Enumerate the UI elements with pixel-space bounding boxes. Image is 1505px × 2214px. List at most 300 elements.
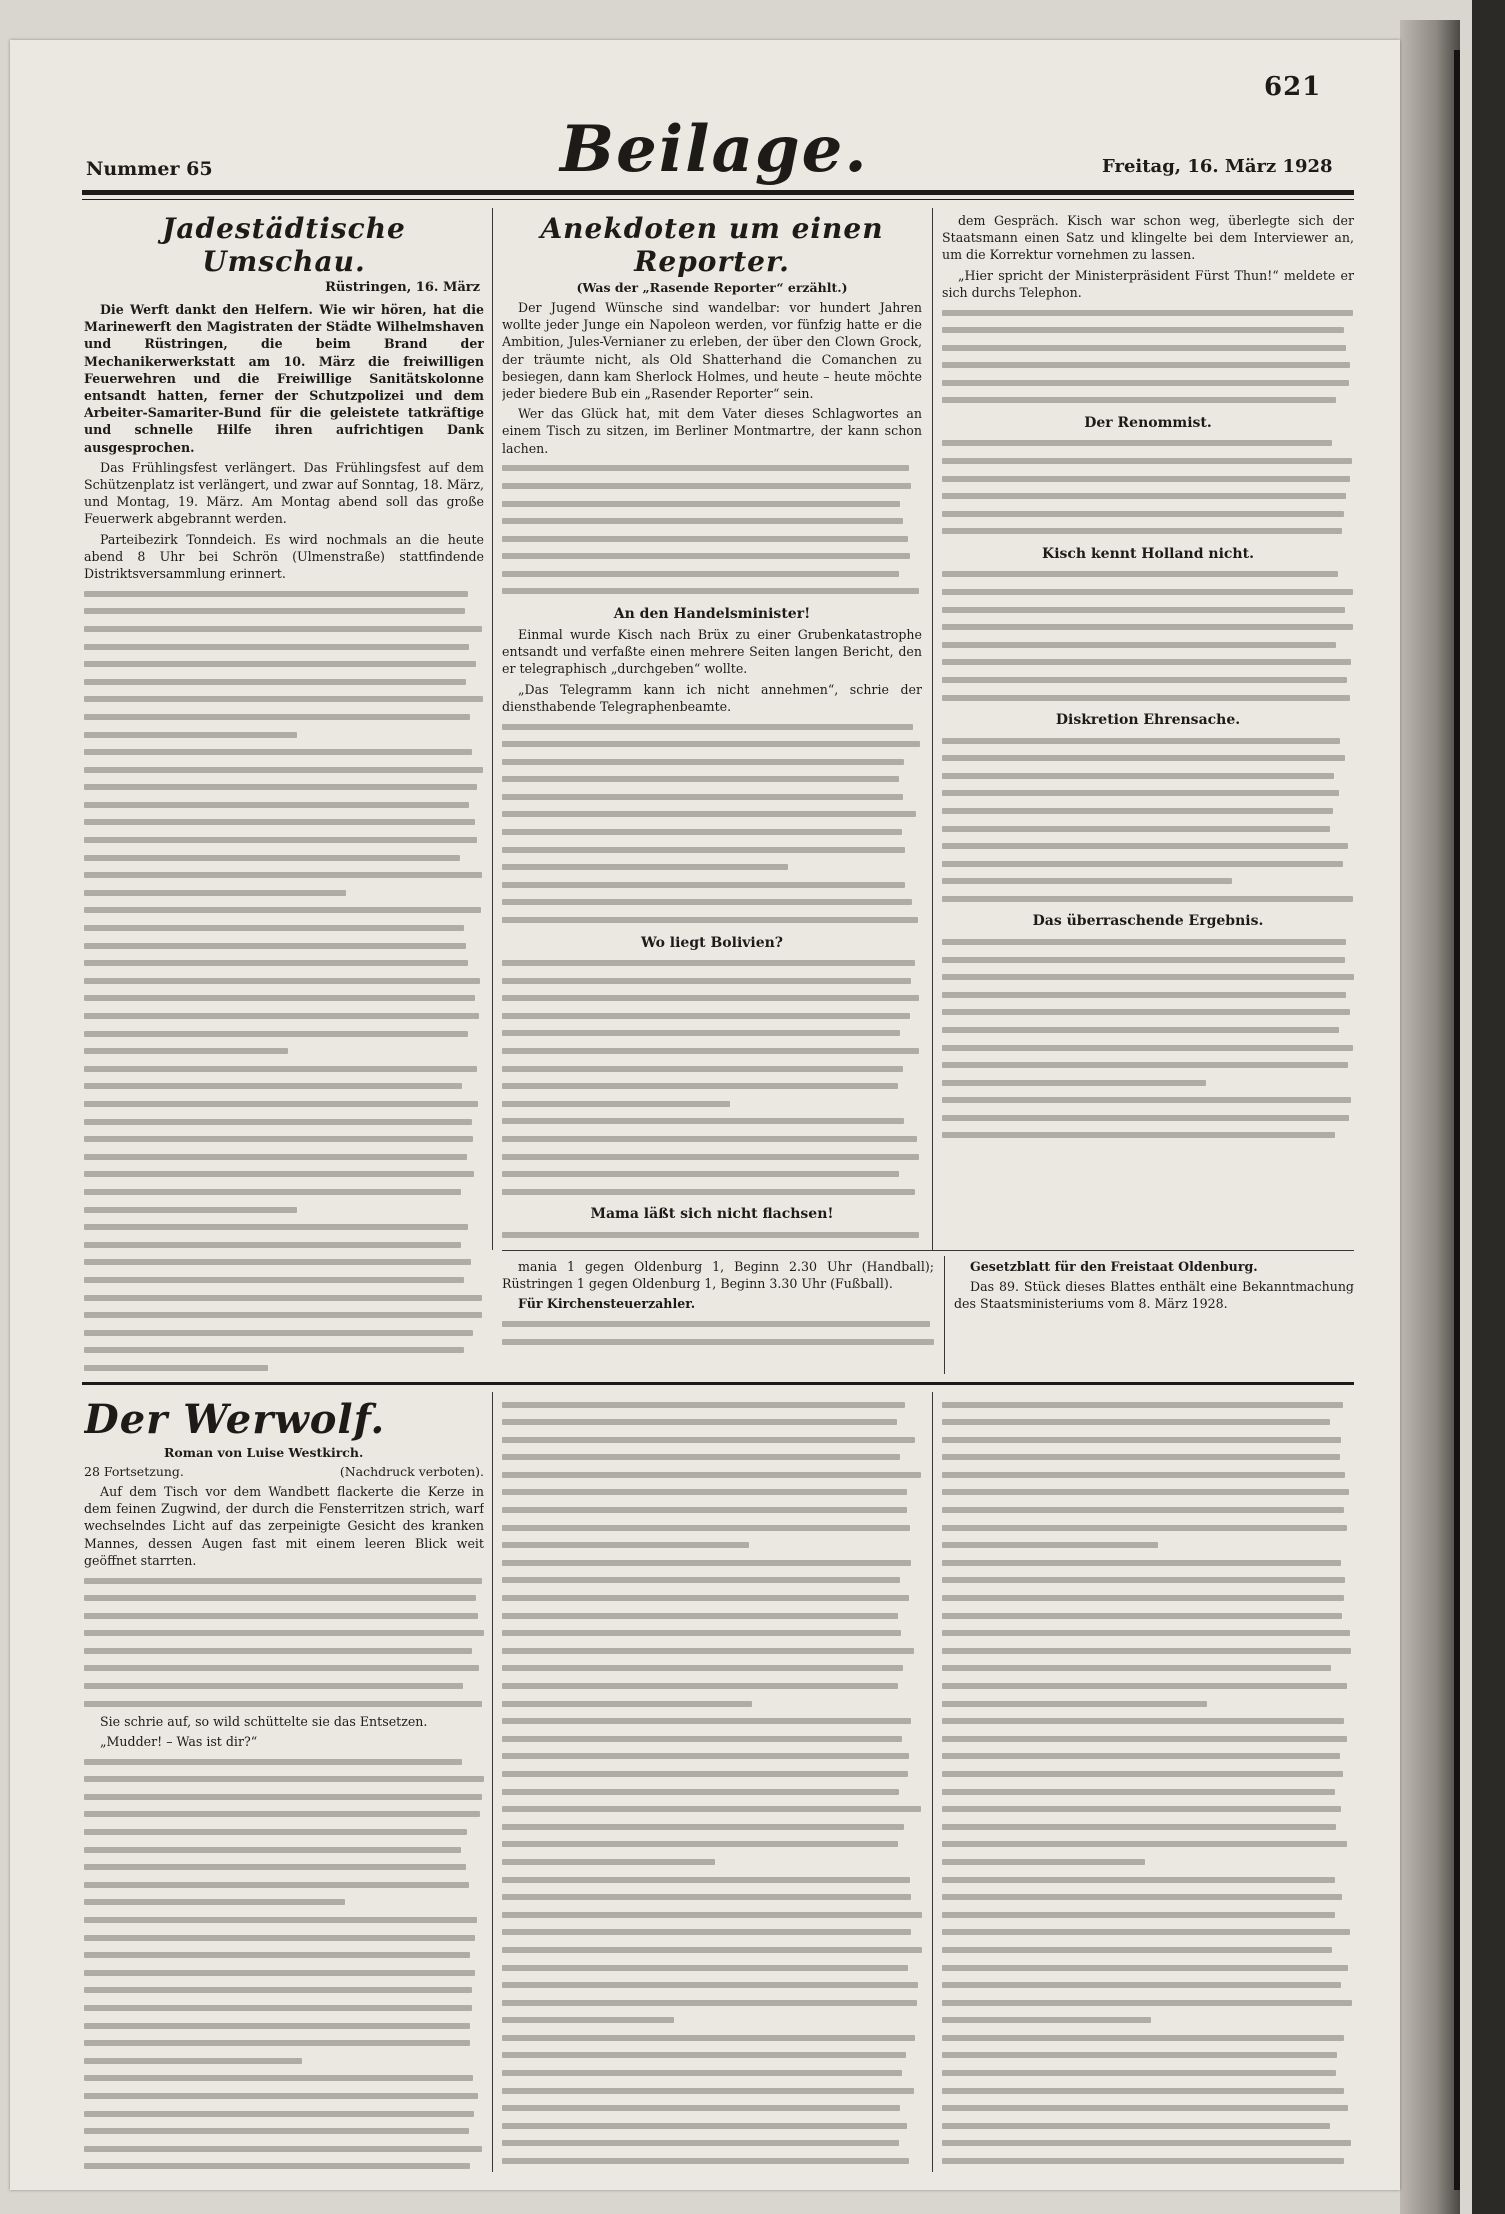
- print-line: [502, 1977, 922, 1994]
- print-line: [942, 304, 1354, 321]
- text-lines: [942, 566, 1354, 706]
- print-line: [942, 505, 1354, 522]
- print-line: [84, 972, 484, 989]
- print-line: [942, 392, 1354, 409]
- text-lines: [502, 1226, 922, 1242]
- print-line: [502, 548, 922, 565]
- print-line: [942, 374, 1354, 391]
- text-lines: [942, 304, 1354, 409]
- local-news-dateline: Rüstringen, 16. März: [325, 280, 480, 295]
- print-line: [942, 1554, 1354, 1571]
- print-line: [502, 1554, 922, 1571]
- notice-left: [502, 1258, 934, 1376]
- print-line: [502, 1333, 934, 1350]
- novel-column-3: [942, 1396, 1354, 2172]
- novel-column-2: [502, 1396, 922, 2172]
- print-line: [502, 1484, 922, 1501]
- paragraph: mania 1 gegen Oldenburg 1, Beginn 2.30 Uhr (Handball); Rüstringen 1 gegen Oldenburg 1, Beginn 3.30 Uhr (Fußball).: [502, 1259, 934, 1292]
- print-line: [942, 1625, 1354, 1642]
- print-line: [942, 1039, 1354, 1056]
- print-line: [942, 1941, 1354, 1958]
- print-line: [84, 2105, 484, 2122]
- print-line: [942, 2153, 1354, 2170]
- print-line: [942, 1590, 1354, 1607]
- print-line: [84, 1131, 484, 1148]
- print-line: [502, 736, 922, 753]
- print-line: [502, 788, 922, 805]
- print-line: [502, 876, 922, 893]
- print-line: [84, 955, 484, 972]
- print-line: [942, 1519, 1354, 1536]
- print-line: [942, 1572, 1354, 1589]
- print-line: [942, 488, 1354, 505]
- paragraph: Parteibezirk Tonndeich. Es wird nochmals an die heute abend 8 Uhr bei Schrön (Ulmenstraße) stattfindende Distriktsversammlung erinnert.: [84, 531, 484, 582]
- print-line: [942, 1977, 1354, 1994]
- print-line: [942, 672, 1354, 689]
- paragraph: „Hier spricht der Ministerpräsident Fürst Thun!“ meldete er sich durchs Telephon.: [942, 267, 1354, 300]
- print-line: [502, 1836, 922, 1853]
- print-line: [942, 2012, 1354, 2029]
- print-line: [84, 744, 484, 761]
- print-line: [502, 1871, 922, 1888]
- print-line: [942, 601, 1354, 618]
- print-line: [942, 1678, 1354, 1695]
- print-line: [502, 2135, 922, 2152]
- print-line: [942, 2135, 1354, 2152]
- print-line: [502, 894, 922, 911]
- print-line: [502, 1994, 922, 2011]
- print-line: [84, 1678, 484, 1695]
- print-line: [502, 1889, 922, 1906]
- print-line: [502, 1449, 922, 1466]
- novel-rule: [82, 1382, 1354, 1385]
- print-line: [502, 1431, 922, 1448]
- print-line: [84, 1788, 484, 1805]
- print-line: [502, 1502, 922, 1519]
- column-rule-4: [932, 1392, 933, 2172]
- print-line: [84, 638, 484, 655]
- print-line: [84, 1753, 484, 1770]
- print-line: [502, 495, 922, 512]
- print-line: [84, 656, 484, 673]
- paragraph: Auf dem Tisch vor dem Wandbett flackerte die Kerze in dem feinen Zugwind, der durch die Fensterritzen strich, warf wechselndes Licht auf das zerpeinigte Gesicht des kranken Mannes, dessen Augen fast mit einem leeren Blick weit geöffnet starrten.: [84, 1484, 484, 1568]
- print-line: [502, 2100, 922, 2117]
- print-line: [84, 1660, 484, 1677]
- print-line: [502, 2065, 922, 2082]
- paragraph: Gesetzblatt für den Freistaat Oldenburg.: [970, 1259, 1258, 1274]
- print-line: [502, 1924, 922, 1941]
- issue-date: Freitag, 16. März 1928: [1102, 156, 1333, 177]
- print-line: [942, 2117, 1354, 2134]
- print-line: [84, 937, 484, 954]
- print-line: [942, 619, 1354, 636]
- print-line: [942, 1414, 1354, 1431]
- paragraph: dem Gespräch. Kisch war schon weg, überlegte sich der Staatsmann einen Satz und klingelte bei dem Interviewer an, um die Korrektur vornehmen zu lassen.: [942, 213, 1354, 263]
- column-local-news: [84, 212, 484, 1382]
- print-line: [84, 1324, 484, 1341]
- print-line: [84, 1964, 484, 1981]
- page-edge: [1454, 50, 1460, 2190]
- print-line: [84, 603, 484, 620]
- section-heading: An den Handelsminister!: [613, 605, 811, 622]
- print-line: [942, 654, 1354, 671]
- print-line: [84, 1025, 484, 1042]
- novel-column-1: [84, 1396, 484, 2172]
- print-line: [84, 708, 484, 725]
- print-line: [942, 1818, 1354, 1835]
- paragraph: Die Werft dankt den Helfern. Wie wir hören, hat die Marinewerft den Magistraten der Städte Wilhelmshaven und Rüstringen, die beim Brand der Mechanikerwerkstatt am 10. März die freiwilligen Feuerwehren und die Freiwillige Sanitätskolonne entsandt hatten, ferner der Schutzpolizei und dem Arbeiter-Samariter-Bund für die geleistete tatkräftige und schnelle Hilfe ihren aufrichtigen Dank ausgesprochen.: [84, 302, 484, 455]
- text-lines: [502, 1396, 922, 2170]
- text-lines: [84, 1572, 484, 1712]
- print-line: [942, 802, 1354, 819]
- print-line: [942, 986, 1354, 1003]
- print-line: [942, 1801, 1354, 1818]
- print-line: [502, 460, 922, 477]
- print-line: [942, 838, 1354, 855]
- print-line: [84, 1095, 484, 1112]
- print-line: [942, 1431, 1354, 1448]
- paragraph: Das Frühlingsfest verlängert. Das Frühlingsfest auf dem Schützenplatz ist verlängert, und zwar auf Sonntag, 18. März, und Montag, 19. März. Am Montag abend soll das große Feuerwerk abgebrannt werden.: [84, 459, 484, 527]
- print-line: [502, 1226, 922, 1242]
- print-line: [942, 1642, 1354, 1659]
- print-line: [502, 806, 922, 823]
- print-line: [502, 1642, 922, 1659]
- print-line: [502, 1095, 922, 1112]
- print-line: [942, 750, 1354, 767]
- column-rule-1: [492, 208, 493, 1250]
- print-line: [942, 969, 1354, 986]
- section-heading: Wo liegt Bolivien?: [640, 934, 784, 951]
- print-line: [84, 990, 484, 1007]
- print-line: [84, 832, 484, 849]
- print-line: [942, 1466, 1354, 1483]
- print-line: [942, 2047, 1354, 2064]
- print-line: [502, 477, 922, 494]
- print-line: [84, 1254, 484, 1271]
- print-line: [502, 1660, 922, 1677]
- print-line: [502, 2153, 922, 2170]
- print-line: [84, 2052, 484, 2069]
- print-line: [84, 1642, 484, 1659]
- print-line: [502, 530, 922, 547]
- paragraph: „Das Telegramm kann ich nicht annehmen“, schrie der diensthabende Telegraphenbeamte.: [502, 681, 922, 714]
- print-line: [942, 1607, 1354, 1624]
- print-line: [942, 523, 1354, 540]
- masthead-title: Beilage.: [560, 112, 869, 187]
- print-line: [942, 1396, 1354, 1413]
- text-lines: [502, 460, 922, 600]
- print-line: [84, 1271, 484, 1288]
- print-line: [942, 2082, 1354, 2099]
- print-line: [502, 1695, 922, 1712]
- print-line: [942, 1074, 1354, 1091]
- print-line: [942, 732, 1354, 749]
- print-line: [942, 1713, 1354, 1730]
- print-line: [502, 1818, 922, 1835]
- print-line: [942, 322, 1354, 339]
- text-lines: [84, 585, 484, 1382]
- print-line: [942, 1021, 1354, 1038]
- print-line: [502, 771, 922, 788]
- local-news-title: Jadestädtische Umschau.: [162, 212, 406, 278]
- print-line: [84, 1289, 484, 1306]
- paragraph: Das 89. Stück dieses Blattes enthält eine Bekanntmachung des Staatsministeriums vom 8. März 1928.: [954, 1279, 1354, 1312]
- print-line: [84, 1043, 484, 1060]
- print-line: [502, 1130, 922, 1147]
- anecdotes-title: Anekdoten um einen Reporter.: [540, 212, 884, 278]
- print-line: [84, 1982, 484, 1999]
- print-line: [84, 1342, 484, 1359]
- print-line: [84, 1894, 484, 1911]
- print-line: [942, 820, 1354, 837]
- notice-right: [954, 1258, 1354, 1376]
- print-line: [84, 1078, 484, 1095]
- print-line: [84, 1929, 484, 1946]
- anecdotes-subtitle: (Was der „Rasende Reporter“ erzählt.): [576, 280, 848, 295]
- print-line: [84, 691, 484, 708]
- print-line: [942, 890, 1354, 907]
- print-line: [502, 513, 922, 530]
- print-line: [942, 1502, 1354, 1519]
- paragraph: Für Kirchensteuerzahler.: [518, 1296, 696, 1312]
- print-line: [84, 1771, 484, 1788]
- print-line: [84, 585, 484, 602]
- print-line: [84, 1183, 484, 1200]
- print-line: [502, 824, 922, 841]
- paragraph: Einmal wurde Kisch nach Brüx zu einer Grubenkatastrophe entsandt und verfaßte einen mehrere Seiten langen Bericht, den er telegraphisch „durchgeben“ wollte.: [502, 626, 922, 677]
- print-line: [84, 1148, 484, 1165]
- print-line: [502, 955, 922, 972]
- print-line: [84, 1625, 484, 1642]
- print-line: [502, 718, 922, 735]
- print-line: [84, 1590, 484, 1607]
- print-line: [942, 689, 1354, 706]
- print-line: [942, 1994, 1354, 2011]
- print-line: [942, 1730, 1354, 1747]
- print-line: [942, 1924, 1354, 1941]
- print-line: [502, 1783, 922, 1800]
- print-line: [502, 1607, 922, 1624]
- print-line: [942, 1853, 1354, 1870]
- print-line: [502, 912, 922, 929]
- print-line: [84, 1695, 484, 1712]
- print-line: [502, 1941, 922, 1958]
- print-line: [942, 2029, 1354, 2046]
- column-rule-2: [932, 208, 933, 1250]
- print-line: [942, 1836, 1354, 1853]
- page-number: 621: [1264, 72, 1322, 102]
- section-heading: Diskretion Ehrensache.: [1055, 712, 1241, 729]
- print-line: [84, 1999, 484, 2016]
- print-line: [84, 1060, 484, 1077]
- print-line: [942, 1449, 1354, 1466]
- section-heading: Mama läßt sich nicht flachsen!: [590, 1206, 834, 1223]
- print-line: [84, 1359, 484, 1376]
- notices-divider: [944, 1256, 945, 1374]
- print-line: [942, 1127, 1354, 1144]
- print-line: [84, 1841, 484, 1858]
- text-lines: [502, 955, 922, 1201]
- print-line: [942, 951, 1354, 968]
- print-line: [942, 339, 1354, 356]
- notices-rule: [502, 1250, 1354, 1251]
- print-line: [942, 1484, 1354, 1501]
- print-line: [84, 2087, 484, 2104]
- print-line: [502, 1765, 922, 1782]
- print-line: [502, 1043, 922, 1060]
- print-line: [942, 1057, 1354, 1074]
- print-line: [502, 1166, 922, 1183]
- print-line: [502, 1007, 922, 1024]
- print-line: [942, 855, 1354, 872]
- print-line: [84, 1572, 484, 1589]
- print-line: [502, 1959, 922, 1976]
- print-line: [84, 1806, 484, 1823]
- print-line: [502, 1713, 922, 1730]
- print-line: [502, 565, 922, 582]
- section-heading: Das überraschende Ergebnis.: [1032, 913, 1264, 930]
- print-line: [84, 1307, 484, 1324]
- print-line: [502, 1078, 922, 1095]
- print-line: [84, 814, 484, 831]
- print-line: [84, 2158, 484, 2172]
- print-line: [942, 1695, 1354, 1712]
- print-line: [84, 1008, 484, 1025]
- print-line: [84, 2123, 484, 2140]
- print-line: [942, 1004, 1354, 1021]
- print-line: [942, 1748, 1354, 1765]
- print-line: [502, 841, 922, 858]
- novel-title: Der Werwolf.: [84, 1396, 386, 1443]
- print-line: [942, 1109, 1354, 1126]
- section-heading: Der Renommist.: [1084, 414, 1212, 431]
- print-line: [942, 1660, 1354, 1677]
- print-line: [502, 1025, 922, 1042]
- print-line: [502, 1801, 922, 1818]
- section-heading: Kisch kennt Holland nicht.: [1042, 545, 1254, 562]
- print-line: [502, 1519, 922, 1536]
- paragraph: „Mudder! – Was ist dir?“: [100, 1733, 258, 1749]
- print-line: [84, 1236, 484, 1253]
- print-line: [84, 1607, 484, 1624]
- print-line: [84, 796, 484, 813]
- print-line: [84, 726, 484, 743]
- novel-installment: 28 Fortsetzung.: [84, 1464, 184, 1479]
- masthead-rule: [82, 190, 1354, 195]
- paragraph: Sie schrie auf, so wild schüttelte sie das Entsetzen.: [100, 1713, 428, 1729]
- print-line: [84, 1201, 484, 1218]
- print-line: [84, 2035, 484, 2052]
- print-line: [502, 2029, 922, 2046]
- print-line: [502, 1748, 922, 1765]
- print-line: [942, 1783, 1354, 1800]
- print-line: [502, 1316, 934, 1333]
- print-line: [502, 2047, 922, 2064]
- paragraph: Wer das Glück hat, mit dem Vater dieses Schlagwortes an einem Tisch zu sitzen, im Berliner Montmartre, der kann schon lachen.: [502, 406, 922, 456]
- print-line: [942, 1765, 1354, 1782]
- print-line: [502, 1853, 922, 1870]
- column-anecdotes: [502, 212, 922, 1242]
- masthead-rule-thin: [82, 199, 1354, 200]
- print-line: [942, 566, 1354, 583]
- print-line: [942, 1906, 1354, 1923]
- print-line: [942, 357, 1354, 374]
- print-line: [84, 2140, 484, 2157]
- print-line: [942, 636, 1354, 653]
- print-line: [84, 884, 484, 901]
- text-lines: [942, 732, 1354, 907]
- print-line: [502, 1148, 922, 1165]
- print-line: [942, 584, 1354, 601]
- print-line: [84, 1113, 484, 1130]
- print-line: [502, 1625, 922, 1642]
- print-line: [942, 1959, 1354, 1976]
- novel-rights: (Nachdruck verboten).: [339, 1464, 484, 1479]
- print-line: [942, 933, 1354, 950]
- column-rule-3: [492, 1392, 493, 2172]
- print-line: [502, 583, 922, 600]
- text-lines: [84, 1753, 484, 2172]
- print-line: [502, 990, 922, 1007]
- print-line: [84, 1166, 484, 1183]
- print-line: [84, 1912, 484, 1929]
- print-line: [942, 1871, 1354, 1888]
- text-lines: [502, 718, 922, 929]
- print-line: [84, 761, 484, 778]
- paragraph: Der Jugend Wünsche sind wandelbar: vor hundert Jahren wollte jeder Junge ein Napoleon werden, vor fünfzig hatte er die Ambition, Jules-Vernianer zu erleben, der über den Clown Grock, der träumte nicht, als Old Shatterhand die Comanchen zu besiegen, dann kam Sherlock Holmes, und heute – heute möchte jeder biedere Bub ein „Rasender Reporter“ sein.: [502, 300, 922, 402]
- print-line: [942, 1889, 1354, 1906]
- column-anecdotes-cont: [942, 212, 1354, 1242]
- issue-number: Nummer 65: [86, 158, 213, 180]
- print-line: [502, 1414, 922, 1431]
- print-line: [942, 1537, 1354, 1554]
- print-line: [502, 1590, 922, 1607]
- print-line: [84, 2070, 484, 2087]
- print-line: [942, 435, 1354, 452]
- print-line: [502, 1572, 922, 1589]
- text-lines: [942, 933, 1354, 1144]
- text-lines: [502, 1316, 934, 1351]
- print-line: [502, 1537, 922, 1554]
- print-line: [84, 849, 484, 866]
- print-line: [942, 470, 1354, 487]
- print-line: [502, 2012, 922, 2029]
- print-line: [942, 785, 1354, 802]
- print-line: [942, 767, 1354, 784]
- print-line: [942, 453, 1354, 470]
- print-line: [502, 2082, 922, 2099]
- print-line: [84, 620, 484, 637]
- print-line: [502, 1060, 922, 1077]
- print-line: [84, 1947, 484, 1964]
- print-line: [502, 753, 922, 770]
- print-line: [84, 673, 484, 690]
- print-line: [502, 972, 922, 989]
- print-line: [502, 1396, 922, 1413]
- print-line: [84, 902, 484, 919]
- book-spine: [1400, 20, 1460, 2214]
- text-lines: [942, 435, 1354, 540]
- print-line: [502, 1678, 922, 1695]
- print-line: [502, 2117, 922, 2134]
- print-line: [84, 867, 484, 884]
- print-line: [942, 1092, 1354, 1109]
- print-line: [502, 859, 922, 876]
- print-line: [502, 1183, 922, 1200]
- print-line: [942, 873, 1354, 890]
- novel-byline: Roman von Luise Westkirch.: [164, 1445, 364, 1460]
- print-line: [84, 1219, 484, 1236]
